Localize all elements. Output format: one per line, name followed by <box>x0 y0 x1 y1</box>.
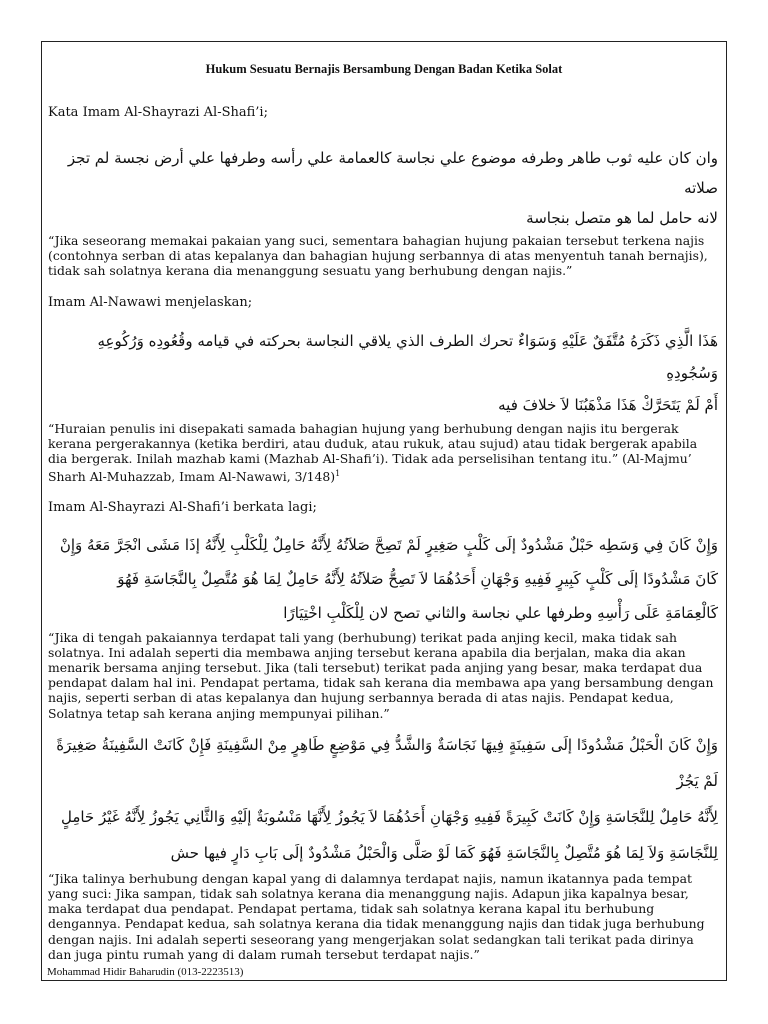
arabic-line: لانه حامل لما هو متصل بنجاسة <box>526 209 718 227</box>
page-title: Hukum Sesuatu Bernajis Bersambung Dengan Badan Ketika Solat <box>205 62 563 76</box>
section-intro: Imam Al-Shayrazi Al-Shafi’i berkata lagi; <box>48 499 317 515</box>
arabic-line: وان كان عليه ثوب طاهر وطرفه موضوع علي نجاسة كالعمامة علي رأسه وطرفها علي أرض نجسة لم تجز صلاته <box>67 149 718 197</box>
footnote-marker: 1 <box>335 469 341 479</box>
translation-paragraph: “Jika di tengah pakaiannya terdapat tali yang (berhubung) terikat pada anjing kecil, maka tidak sah solatnya. Ini adalah seperti dia membawa anjing tersebut kerana apabila dia berjalan, maka dia akan menarik bersama anjing tersebut. Jika (tali tersebut) terikat pada anjing yang besar, maka terdapat dua pendapat dalam hal ini. Pendapat pertama, tidak sah kerana dia membawa apa yang bersambung dengan najis, seperti serban di atas kepalanya dan hujung serbannya berada di atas najis. Pendapat kedua, Solatnya tetap sah kerana anjing mempunyai pilihan.” <box>48 629 714 721</box>
translation-paragraph: “Jika seseorang memakai pakaian yang suci, sementara bahagian hujung pakaian tersebut terkena najis (contohnya serban di atas kepalanya dan bahagian hujung serbannya di atas menyentuh tanah bernajis), tidak sah solatnya kerana dia menanggung sesuatu yang berhubung dengan najis.” <box>48 233 708 279</box>
arabic-line: كَانَ مَشْدُودًا إلَى كَلْبٍ كَبِيرٍ فَفِيهِ وَجْهَانِ أَحَدُهُمَا لاَ تَصِحُّ صَلاَتُهُ لِأَنَّهُ حَامِلٌ لِمَا هُوَ مُتَّصِلٌ بِالنَّجَاسَةِ فَهُوَ <box>117 569 718 588</box>
page-frame <box>41 41 727 981</box>
arabic-line: وَإِنْ كَانَ الْحَبْلُ مَشْدُودًا إلَى سَفِينَةٍ فِيهَا نَجَاسَةٌ وَالشَّدُّ فِي مَوْضِعٍ طَاهِرٍ مِنْ السَّفِينَةِ فَإِنْ كَانَتْ السَّفِينَةُ صَغِيرَةً لَمْ يَجُزْ <box>56 735 718 790</box>
arabic-line: وَإِنْ كَانَ فِي وَسَطِه حَبْلٌ مَشْدُودٌ إلَى كَلْبٍ صَغِيرٍ لَمْ تَصِحَّ صَلاَتُهُ لِأَنَّهُ حَامِلٌ لِلْكَلْبِ لِأَنَّهُ إذَا مَشَى انْجَرَّ مَعَهُ وَإِنْ <box>59 535 718 554</box>
section-shayrazi-3 <box>48 727 720 962</box>
section-nawawi <box>48 295 720 485</box>
section-intro: Kata Imam Al-Shayrazi Al-Shafi’i; <box>48 105 268 120</box>
arabic-line: لِأَنَّهُ حَامِلٌ لِلنَّجَاسَةِ وَإِنْ كَانَتْ كَبِيرَةً فَفِيهِ وَجْهَانِ أَحَدُهُمَا لاَ يَجُوزُ لِأَنَّهَا مَنْسُوبَةٌ إلَيْهِ وَالثَّانِي يَجُوزُ لِأَنَّهُ غَيْرُ حَامِلٍ <box>60 807 718 826</box>
translation-text: “Huraian penulis ini disepakati samada bahagian hujung yang berhubung dengan najis itu bergerak kerana pergerakannya (ketika berdiri, atau duduk, atau rukuk, atau sujud) atau tidak bergerak apabila dia bergerak. Inilah mazhab kami (Mazhab Al-Shafi’i). Tidak ada perselisihan tentang itu.” (Al-Majmu’ Sharh Al-Muhazzab, Imam Al-Nawawi, 3/148) <box>48 420 698 485</box>
translation-paragraph: “Jika talinya berhubung dengan kapal yang di dalamnya terdapat najis, namun ikatannya pada tempat yang suci: Jika sampan, tidak sah solatnya kerana dia menanggung najis. Adapun jika kapalnya besar, maka terdapat dua pendapat. Pendapat pertama, tidak sah solatnya kerana kapal itu berhubung dengannya. Pendapat kedua, sah solatnya kerana dia tidak menanggung najis dan tidak juga berhubung dengan najis. Ini adalah seperti seseorang yang mengerjakan solat sedangkan tali terikat pada dirinya dan juga pintu rumah yang di dalam rumah tersebut terdapat najis.” <box>48 870 705 962</box>
document-footer: Mohammad Hidir Baharudin (013-2223513) <box>47 966 244 978</box>
translation-paragraph <box>48 421 720 485</box>
section-shayrazi-2 <box>48 500 720 721</box>
section-shayrazi-1 <box>48 105 720 279</box>
document-body <box>48 62 720 962</box>
section-intro: Imam Al-Nawawi menjelaskan; <box>48 294 253 310</box>
arabic-line: هَذَا الَّذِي ذَكَرَهُ مُتَّفَقٌ عَلَيْهِ وَسَوَاءٌ تحرك الطرف الذي يلاقي النجاسة بحركته في قيامه وقُعُودِه وَرُكُوعِهِ وَسُجُودِهِ <box>97 331 718 382</box>
arabic-line: كَالْعِمَامَةِ عَلَى رَأْسِهِ وطرفها علي نجاسة والثاني تصح لان لِلْكَلْبِ اخْتِيَارًا <box>283 603 718 622</box>
arabic-line: لِلنَّجَاسَةِ وَلاَ لِمَا هُوَ مُتَّصِلٌ بِالنَّجَاسَةِ فَهُوَ كَمَا لَوْ صَلَّى وَالْحَبْلُ مَشْدُودٌ إلَى بَابِ دَارٍ فيها حش <box>170 843 718 862</box>
arabic-line: أَمْ لَمْ يَتَحَرَّكْ هَذَا مَذْهَبُنَا لاَ خلافَ فيه <box>498 395 718 414</box>
